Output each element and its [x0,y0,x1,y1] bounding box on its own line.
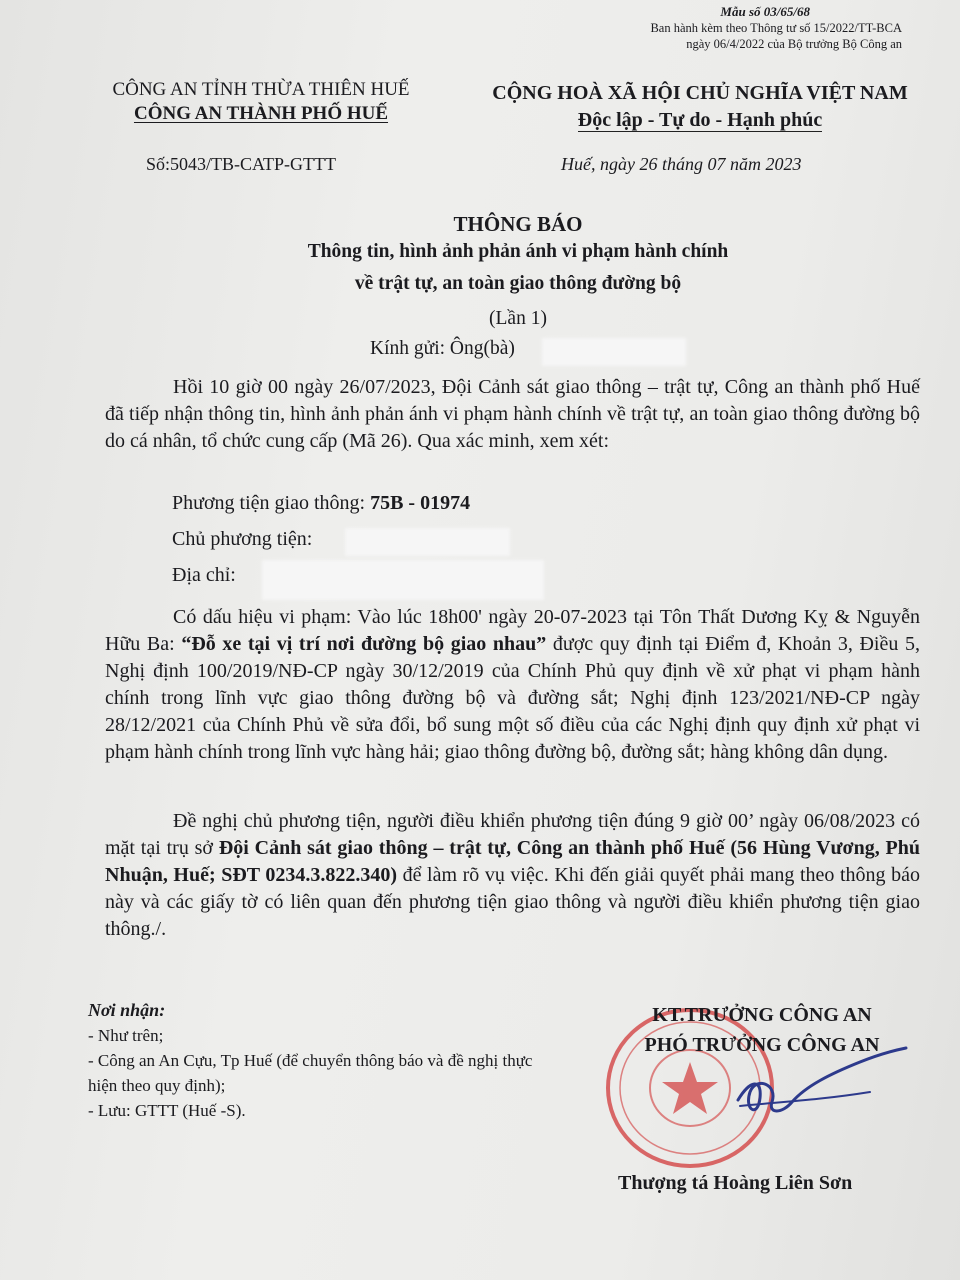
recipients-block [88,998,538,1123]
request-location: Đội Cảnh sát giao thông – trật tự, Công an thành phố Huế (56 Hùng Vương, Phú Nhuận, Huế; SĐT 0234.3.822.340) [105,837,920,886]
signer-name: Thượng tá Hoàng Liên Sơn [618,1172,853,1194]
intro-paragraph [105,374,920,455]
issuing-agency [86,78,436,126]
document-number: Số:5043/TB-CATP-GTTT [146,154,337,174]
request-paragraph [105,808,920,943]
signer-position-2: PHÓ TRƯỞNG CÔNG AN [644,1034,880,1056]
nation-name: CỘNG HOÀ XÃ HỘI CHỦ NGHĨA VIỆT NAM [492,82,908,104]
recipient-item: - Lưu: GTTT (Huế -S). [88,1101,246,1120]
form-note-line2: ngày 06/4/2022 của Bộ trưởng Bộ Công an [686,37,902,51]
violation-text-2: được quy định tại Điểm đ, Khoản 3, Điều 5, Nghị định 100/2019/NĐ-CP ngày 30/12/2019 của Chính Phủ quy định về xử phạt vi phạm hành chính trong lĩnh vực giao thông đường bộ và đường sắt; Nghị định 123/2021/NĐ-CP ngày 28/12/2021 của Chính Phủ về sửa đổi, bổ sung một số điều của các Nghị định quy định xử phạt vi phạm hành chính trong lĩnh vực hàng hải; giao thông đường bộ, đường sắt; hàng không dân dụng. [105,633,920,763]
violation-text-1: Có dấu hiệu vi phạm: Vào lúc 18h00' ngày 20-07-2023 tại Tôn Thất Dương Kỵ & Nguyễn Hữu Ba: [105,606,920,655]
request-text-1: Đề nghị chủ phương tiện, người điều khiển phương tiện đúng 9 giờ 00’ ngày 06/08/2023 có mặt tại trụ sở [105,810,920,859]
national-heading [470,80,930,134]
recipient-item: - Công an An Cựu, Tp Huế (để chuyển thông báo và đề nghị thực hiện theo quy định); [88,1051,533,1095]
greeting: Kính gửi: Ông(bà) [370,338,515,359]
redacted-recipient-name [542,338,686,366]
request-text-2: để làm rõ vụ việc. Khi đến giải quyết phải mang theo thông báo này và các giấy tờ có liên quan đến phương tiện giao thông và người điều khiển phương tiện giao thông./. [105,864,921,940]
owner-field [172,528,312,551]
intro-text: Hồi 10 giờ 00 ngày 26/07/2023, Đội Cảnh sát giao thông – trật tự, Công an thành phố Huế đã tiếp nhận thông tin, hình ảnh phản ánh vi phạm hành chính về trật tự, an toàn giao thông đường bộ do cá nhân, tổ chức cung cấp (Mã 26). Qua xác minh, xem xét: [105,376,920,452]
recipient-item: - Như trên; [88,1026,164,1045]
notice-round: (Lần 1) [489,308,547,329]
redacted-owner-name [345,528,510,556]
form-note-line1: Ban hành kèm theo Thông tư số 15/2022/TT-BCA [650,21,902,35]
address-label: Địa chỉ: [172,564,236,586]
violation-description: “Đỗ xe tại vị trí nơi đường bộ giao nhau” [181,633,547,655]
recipients-title: Nơi nhận: [88,1000,166,1020]
signature-block [612,1000,912,1060]
vehicle-label: Phương tiện giao thông: [172,492,366,514]
redacted-address [262,560,544,600]
document-title: THÔNG BÁO [453,212,583,236]
form-code: Mẫu số 03/65/68 [720,4,810,19]
agency-name: CÔNG AN THÀNH PHỐ HUẾ [133,103,389,124]
document-subtitle-2: về trật tự, an toàn giao thông đường bộ [354,273,682,294]
agency-parent: CÔNG AN TỈNH THỪA THIÊN HUẾ [112,79,410,100]
vehicle-plate: 75B - 01974 [370,492,471,514]
violation-paragraph [105,604,920,766]
document-subtitle-1: Thông tin, hình ảnh phản ánh vi phạm hành chính [307,241,729,262]
place-date: Huế, ngày 26 tháng 07 năm 2023 [561,154,802,174]
owner-label: Chủ phương tiện: [172,528,313,550]
national-motto: Độc lập - Tự do - Hạnh phúc [577,109,823,131]
vehicle-field [172,492,470,515]
signer-position-1: KT.TRƯỞNG CÔNG AN [652,1004,872,1026]
address-field [172,564,236,587]
